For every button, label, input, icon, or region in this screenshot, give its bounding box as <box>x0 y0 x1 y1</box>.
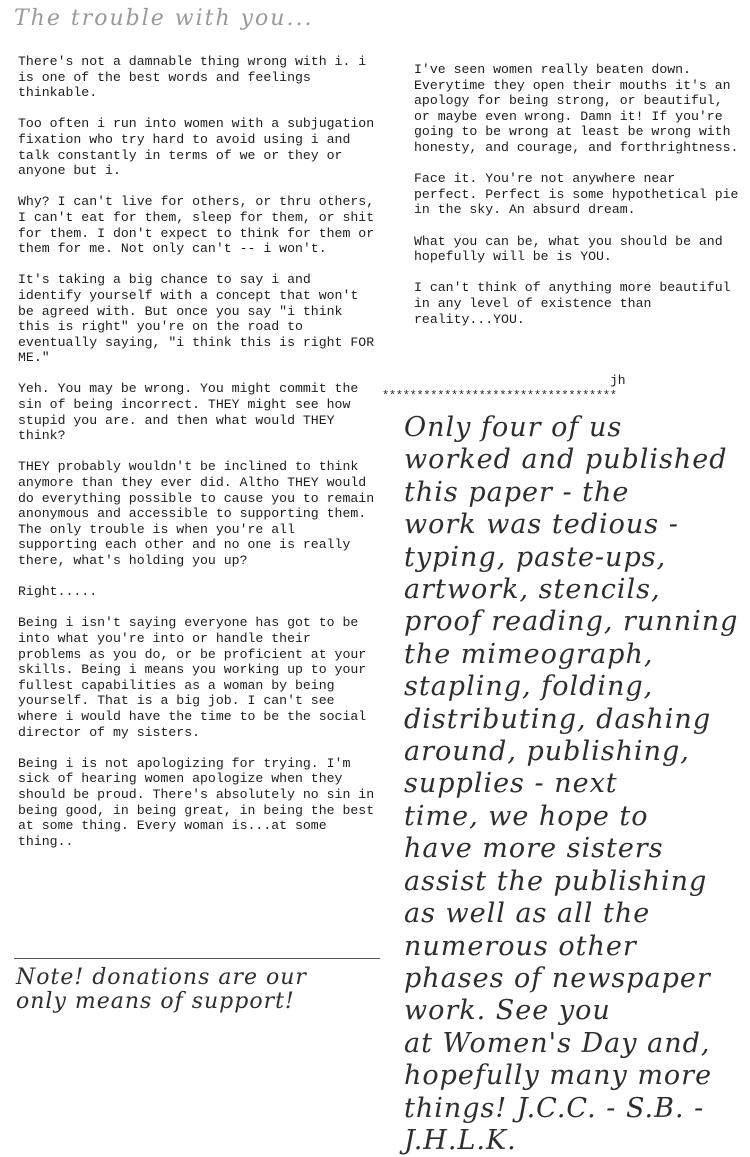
paragraph: Face it. You're not anywhere near perfect. Perfect is some hypothetical pie in the sky. An absurd dream. <box>414 171 739 218</box>
paragraph: Right..... <box>18 584 98 600</box>
paragraph: It's taking a big chance to say i and identify yourself with a concept that won't be agreed with. But once you say "i think this is right" you're on the road to eventually saying, "i think this is right FOR ME." <box>18 272 375 366</box>
page-title: The trouble with you... <box>14 6 314 31</box>
paragraph: I can't think of anything more beautiful in any level of existence than reality...YOU. <box>414 280 731 327</box>
paragraph: Being i isn't saying everyone has got to be into what you're into or handle their problems as you do, or be proficient at your skills. Being i means you working up to your fullest capabilities as a woman by being yourself. That is a big job. I can't see where i would have the time to be the social director of my sisters. <box>18 615 367 740</box>
author-signature: jh <box>610 373 626 388</box>
paragraph: There's not a damnable thing wrong with i. i is one of the best words and feelings thinkable. <box>18 54 367 101</box>
handwritten-note: Only four of us worked and published this paper - the work was tedious - typing, paste-ups, artwork, stencils, proof reading, running the mimeograph, stapling, folding, distributing, dashing around, publishing, supplies - next time, we hope to have more sisters assist the publishing as well as all the numerous other phases of newspaper work. See you at Women's Day and, hopefully many more things! J.C.C. - S.B. - J.H.L.K. <box>404 412 739 1156</box>
paragraph: THEY probably wouldn't be inclined to think anymore than they ever did. Altho THEY would do everything possible to cause you to remain anonymous and accessible to supporting them. The only trouble is when you're all supporting each other and no one is really there, what's holding you up? <box>18 459 375 568</box>
handwritten-donation-note: Note! donations are our only means of support! <box>16 965 307 1014</box>
star-separator: ********************************** <box>382 389 617 403</box>
divider <box>14 958 380 959</box>
paragraph: Being i is not apologizing for trying. I'm sick of hearing women apologize when they should be proud. There's absolutely no sin in being good, in being great, in being the best at some thing. Every woman is...at some thing.. <box>18 755 375 849</box>
paragraph: Yeh. You may be wrong. You might commit the sin of being incorrect. THEY might see how stupid you are. and then what would THEY think? <box>18 381 359 444</box>
paragraph: Too often i run into women with a subjugation fixation who try hard to avoid using i and talk constantly in terms of we or they or anyone but i. <box>18 116 375 179</box>
right-column <box>414 62 744 343</box>
left-column <box>18 54 380 865</box>
paragraph: What you can be, what you should be and hopefully will be is YOU. <box>414 233 723 265</box>
paragraph: I've seen women really beaten down. Everytime they open their mouths it's an apology for being strong, or beautiful, or maybe even wrong. Damn it! If you're going to be wrong at least be wrong with honesty, and courage, and forthrightness. <box>414 62 739 155</box>
paragraph: Why? I can't live for others, or thru others, I can't eat for them, sleep for them, or shit for them. I don't expect to think for them or them for me. Not only can't -- i won't. <box>18 194 375 257</box>
